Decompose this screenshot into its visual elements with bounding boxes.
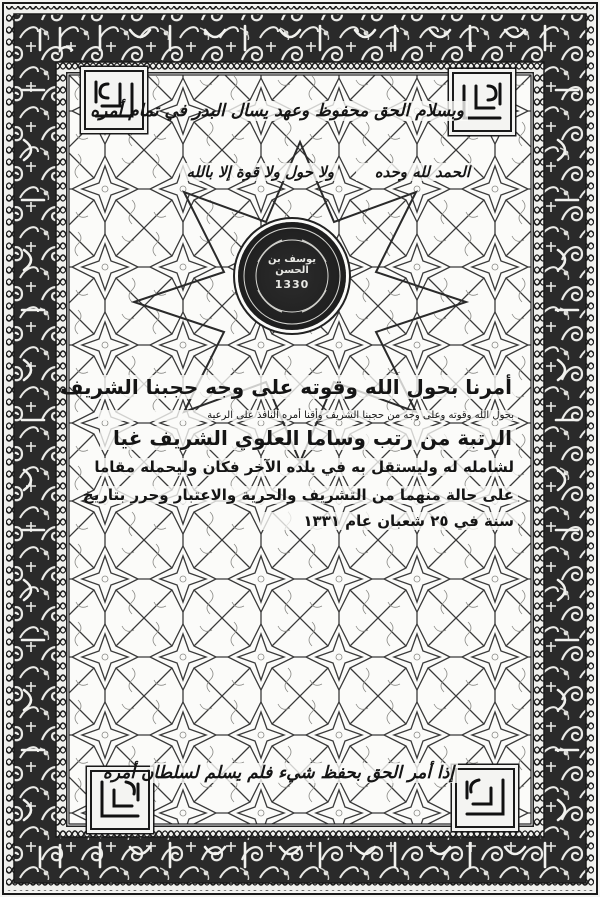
body-line-5: على حالة منهما من التشريف والحرية والاعتبار وحرر بتاريخ <box>98 486 518 504</box>
closing-line: إذا أمر الحق بحفظ شيء فلم يسلم لسلطان أمره <box>150 763 458 783</box>
body-line-3: الرتبة من رتب وساما العلوي الشريف غيا <box>100 426 516 450</box>
seal-inscription <box>266 254 318 291</box>
header-right: الحمد لله وحده <box>356 163 474 181</box>
royal-seal <box>238 222 346 330</box>
body-line-1: أمرنا بحول الله وقوته على وجه حجبنا الشريف <box>100 375 516 399</box>
header-left: ولا حول ولا قوة إلا بالله <box>180 163 338 181</box>
body-line-2: بحول الله وقوته وعلى وجه من حجبنا الشريف وأقنا أمره النافذ على الرعية <box>98 410 518 421</box>
corner-cartouche-bottom-right <box>455 768 515 828</box>
seal-year: 1330 <box>274 278 310 291</box>
corner-cartouche-top-left <box>84 70 144 130</box>
body-line-4: لشامله له وليستقل به في بلده الآخر فكان وليحمله مقاما <box>98 458 518 476</box>
body-line-6-date: سنة في ٢٥ شعبان عام ١٣٣١ <box>260 512 518 530</box>
seal-name: يوسف بن الحسن <box>267 254 316 276</box>
invocation-line: وبسلام الحق محفوظ وعهد يسال البدر في تمام أمره <box>220 101 468 121</box>
